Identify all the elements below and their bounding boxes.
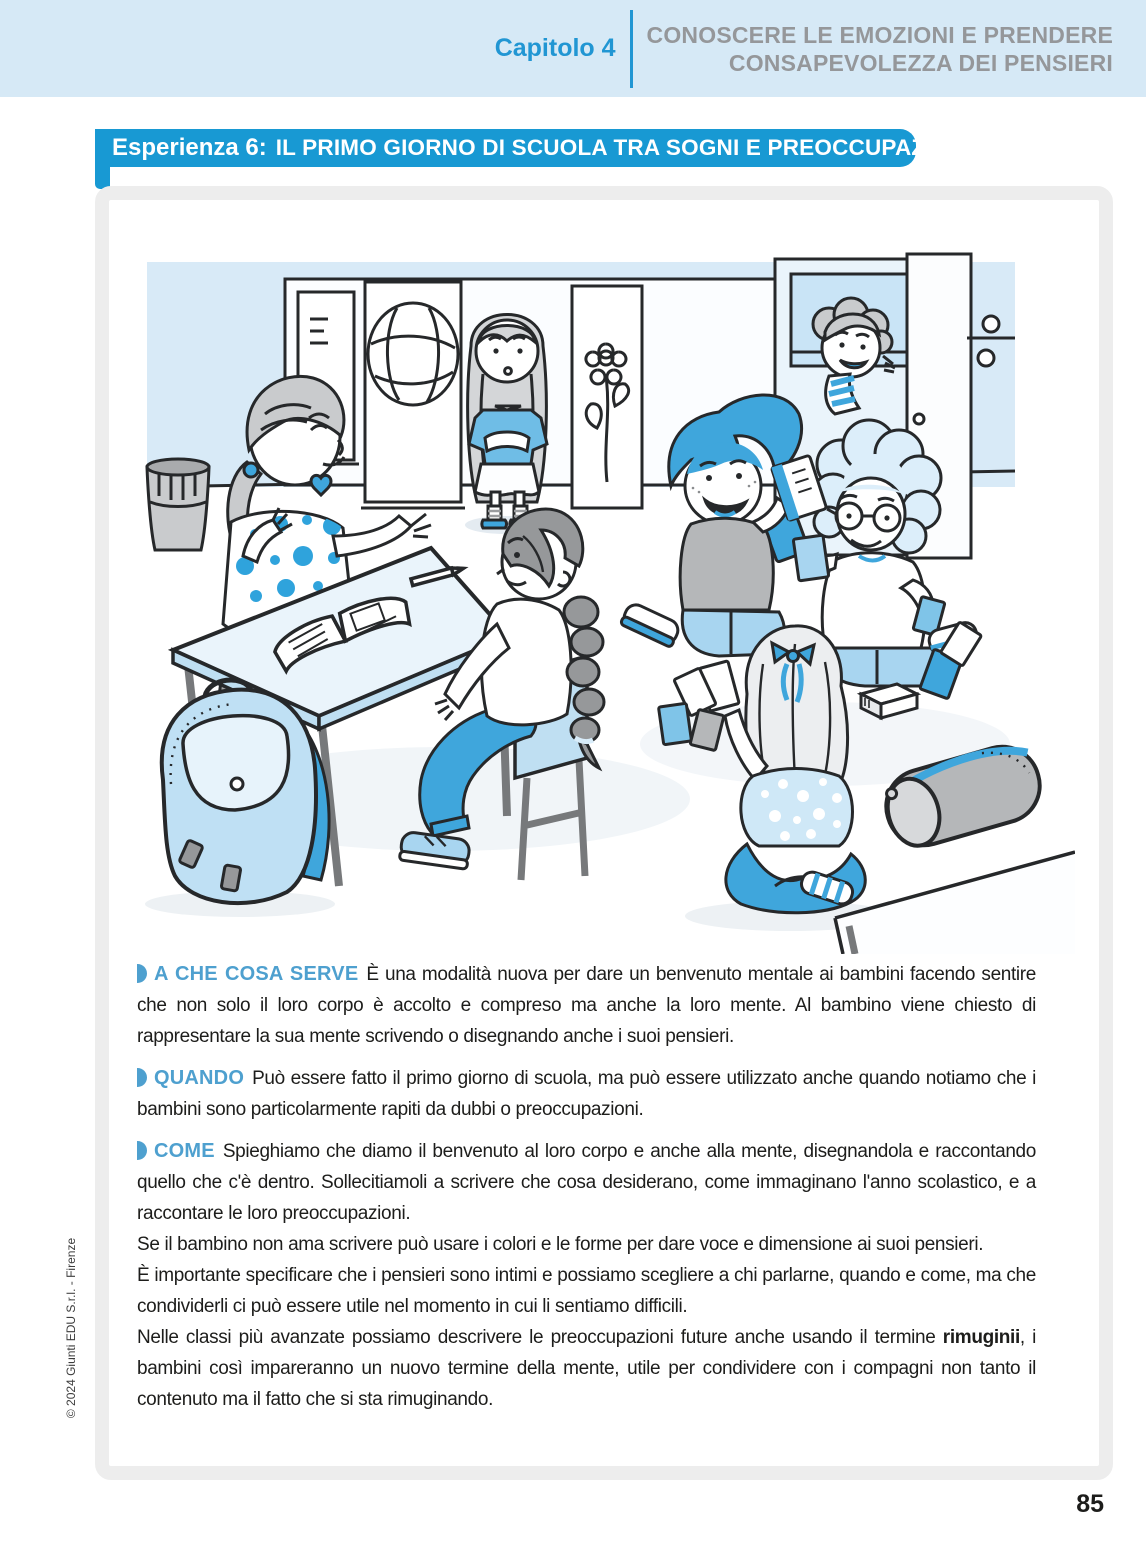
body-text bbox=[137, 959, 1036, 1415]
classroom-illustration bbox=[135, 224, 1075, 954]
rimuginii-term: rimuginii bbox=[942, 1327, 1020, 1348]
section-quando-label: QUANDO bbox=[154, 1067, 245, 1089]
section-quando-text: Può essere fatto il primo giorno di scuola, ma può essere utilizzato anche quando notiamo che i bambini sono particolarmente rapiti da dubbi o preoccupazioni. bbox=[137, 1068, 1036, 1120]
chapter-title-line1: CONOSCERE LE EMOZIONI E PRENDERE bbox=[646, 21, 1113, 48]
section-marker-icon bbox=[137, 1068, 147, 1087]
copyright-vertical: © 2024 Giunti EDU S.r.l. - Firenze bbox=[64, 1237, 78, 1419]
section-marker-icon bbox=[137, 964, 147, 983]
trash-can bbox=[147, 459, 209, 550]
section-quando bbox=[137, 1063, 1036, 1125]
section-serve-text: È una modalità nuova per dare un benvenuto mentale ai bambini facendo sentire che non solo il loro corpo è accolto e compreso ma anche la loro mente. Al bambino viene chiesto di rappresentare la sua mente scrivendo o disegnando anche i suoi pensieri. bbox=[137, 964, 1036, 1047]
page-header bbox=[0, 0, 1146, 97]
poster-globe bbox=[361, 282, 465, 508]
paragraph-4-post: , i bambini così impareranno un nuovo termine della mente, utile per condividere con i compagni non tanto il contenuto ma il fatto che si sta rimuginando. bbox=[137, 1327, 1036, 1410]
section-come-paragraph-3: È importante specificare che i pensieri sono intimi e possiamo scegliere a chi parlarne, quando e come, ma che condividerli ci può essere utile nel momento in cui li sentiamo difficili. bbox=[137, 1265, 1036, 1317]
section-serve-label: A CHE COSA SERVE bbox=[154, 963, 359, 985]
page-number: 85 bbox=[1076, 1490, 1104, 1518]
paragraph-4-pre: Nelle classi più avanzate possiamo descrivere le preoccupazioni future anche usando il termine bbox=[137, 1327, 943, 1348]
section-come-paragraph-4 bbox=[137, 1322, 1036, 1415]
chapter-title-line2: CONSAPEVOLEZZA DEI PENSIERI bbox=[728, 49, 1113, 76]
standing-girl bbox=[465, 315, 549, 535]
section-come-paragraph-2: Se il bambino non ama scrivere può usare i colori e le forme per dare voce e dimensione ai suoi pensieri. bbox=[137, 1234, 984, 1255]
experience-number: Esperienza 6: bbox=[112, 134, 267, 161]
chapter-title bbox=[647, 21, 1113, 77]
section-come-text: Spieghiamo che diamo il benvenuto al loro corpo e anche alla mente, disegnandola e raccontando quello che c'è dentro. Sollecitiamoli a scrivere che cosa desiderano, come immaginano l'anno scolastico, e a raccontare le loro preoccupazioni. bbox=[137, 1141, 1036, 1224]
experience-title: IL PRIMO GIORNO DI SCUOLA TRA SOGNI E PREOCCUPAZIONI bbox=[275, 135, 973, 160]
section-come-label: COME bbox=[154, 1140, 215, 1162]
section-come bbox=[137, 1136, 1036, 1229]
header-divider bbox=[630, 10, 633, 88]
experience-banner bbox=[95, 129, 973, 167]
section-marker-icon bbox=[137, 1141, 147, 1160]
side-table bbox=[835, 852, 1075, 954]
section-a-che-cosa-serve bbox=[137, 959, 1036, 1052]
chapter-label: Capitolo 4 bbox=[494, 34, 616, 62]
poster-flower bbox=[572, 286, 642, 508]
